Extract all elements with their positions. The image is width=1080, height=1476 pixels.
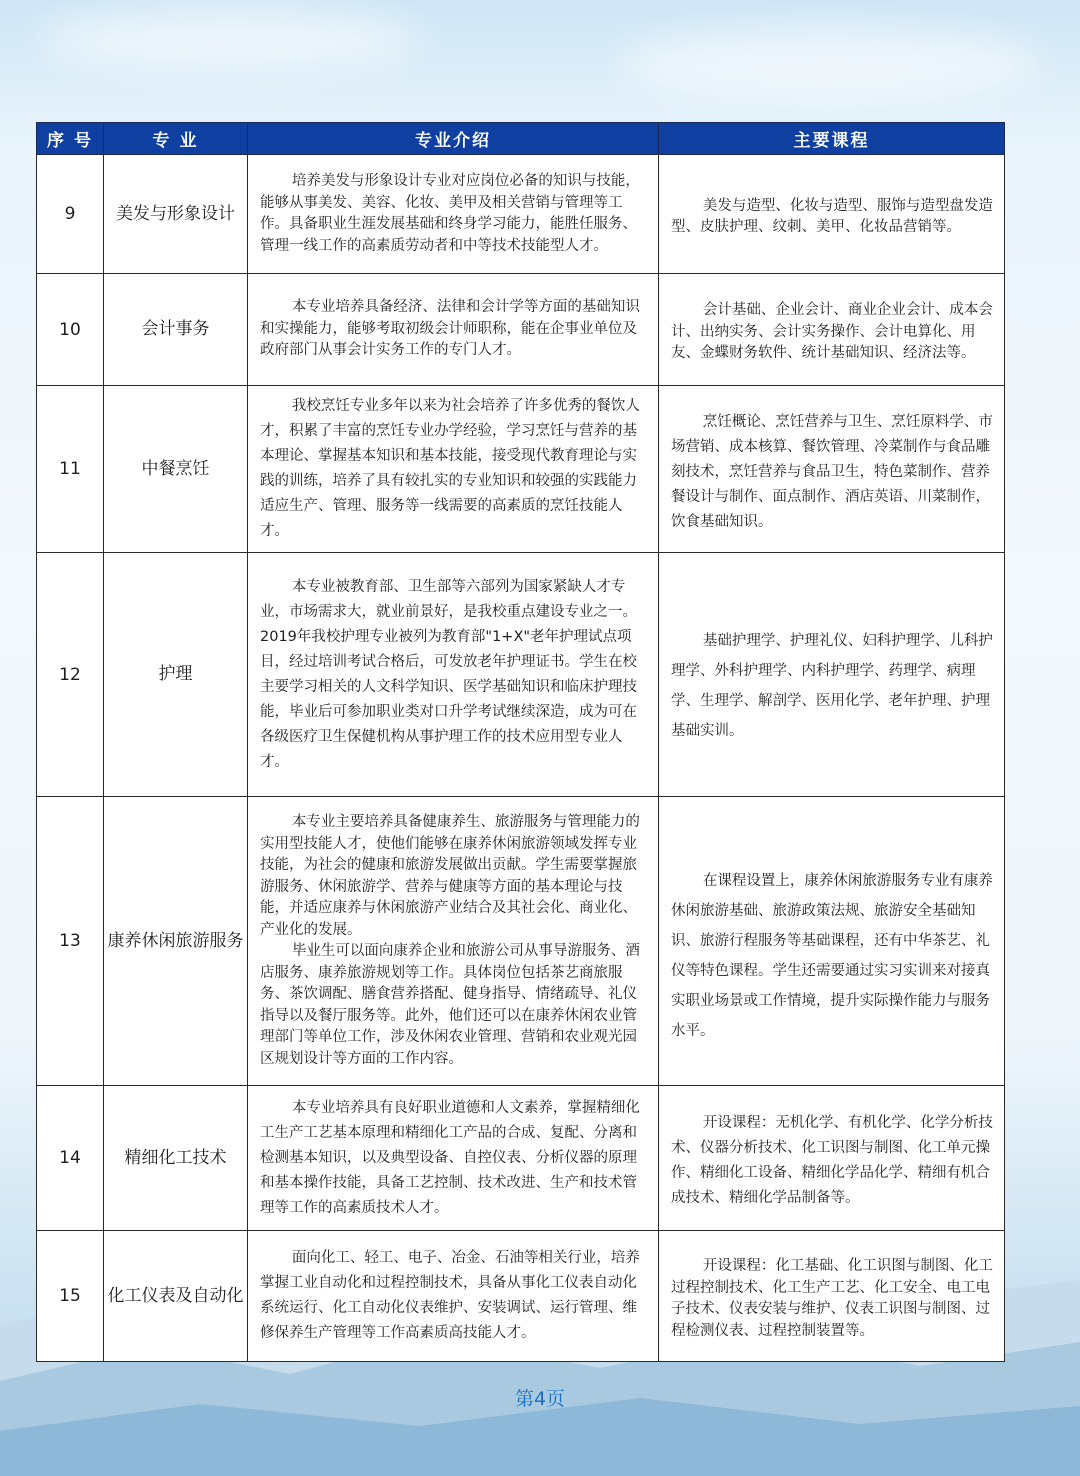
majors-table (36, 122, 1005, 1362)
header-index: 序 号 (37, 123, 104, 155)
row-number: 14 (37, 1086, 104, 1231)
main-courses (659, 1086, 1005, 1231)
row-number: 11 (37, 386, 104, 553)
table-row (37, 155, 1005, 274)
intro-paragraph: 本专业培养具备经济、法律和会计学等方面的基础知识和实操能力，能够考取初级会计师职称，能在企事业单位及政府部门从事会计实务工作的专门人才。 (260, 299, 640, 359)
courses-paragraph: 会计基础、企业会计、商业企业会计、成本会计、出纳实务、会计实务操作、会计电算化、用友、金蝶财务软件、统计基础知识、经济法等。 (671, 302, 993, 362)
major-name: 精细化工技术 (104, 1086, 248, 1231)
main-courses (659, 553, 1005, 797)
cloud-decoration (620, 30, 1040, 100)
major-introduction (248, 274, 659, 386)
intro-paragraph: 我校烹饪专业多年以来为社会培养了许多优秀的餐饮人才，积累了丰富的烹饪专业办学经验，学习烹饪与营养的基本理论、掌握基本知识和基本技能，接受现代教育理论与实践的训练，培养了具有较扎实的专业知识和较强的实践能力适应生产、管理、服务等一线需要的高素质的烹饪技能人才。 (260, 398, 640, 539)
table-row (37, 386, 1005, 553)
table-row (37, 797, 1005, 1086)
row-number: 15 (37, 1231, 104, 1362)
row-number: 9 (37, 155, 104, 274)
main-courses (659, 274, 1005, 386)
intro-paragraph: 本专业培养具有良好职业道德和人文素养，掌握精细化工生产工艺基本原理和精细化工产品的合成、复配、分离和检测基本知识，以及典型设备、自控仪表、分析仪器的原理和基本操作技能，具备工艺控制、技术改进、生产和技术管理等工作的高素质技术人才。 (260, 1099, 640, 1216)
courses-paragraph: 在课程设置上，康养休闲旅游服务专业有康养休闲旅游基础、旅游政策法规、旅游安全基础知识、旅游行程服务等基础课程，还有中华茶艺、礼仪等特色课程。学生还需要通过实习实训来对接真实职业场景或工作情境，提升实际操作能力与服务水平。 (671, 873, 993, 1039)
table-row (37, 553, 1005, 797)
table-row (37, 274, 1005, 386)
row-number: 12 (37, 553, 104, 797)
major-name: 护理 (104, 553, 248, 797)
major-name: 美发与形象设计 (104, 155, 248, 274)
major-introduction (248, 155, 659, 274)
table-row (37, 1086, 1005, 1231)
major-introduction (248, 797, 659, 1086)
courses-paragraph: 烹饪概论、烹饪营养与卫生、烹饪原料学、市场营销、成本核算、餐饮管理、冷菜制作与食品雕刻技术，烹饪营养与食品卫生，特色菜制作、营养餐设计与制作、面点制作、酒店英语、川菜制作，饮食基础知识。 (671, 413, 993, 530)
major-name: 康养休闲旅游服务 (104, 797, 248, 1086)
table-row (37, 1231, 1005, 1362)
major-introduction (248, 1086, 659, 1231)
courses-paragraph: 美发与造型、化妆与造型、服饰与造型盘发造型、皮肤护理、纹刺、美甲、化妆品营销等。 (671, 197, 993, 235)
table-header-row (37, 123, 1005, 155)
intro-paragraph: 本专业被教育部、卫生部等六部列为国家紧缺人才专业，市场需求大，就业前景好，是我校重点建设专业之一。2019年我校护理专业被列为教育部"1+X"老年护理试点项目，经过培训考试合格后，可发放老年护理证书。学生在校主要学习相关的人文科学知识、医学基础知识和临床护理技能，毕业后可参加职业类对口升学考试继续深造，成为可在各级医疗卫生保健机构从事护理工作的技术应用型专业人才。 (260, 578, 637, 770)
intro-paragraph: 本专业主要培养具备健康养生、旅游服务与管理能力的实用型技能人才，使他们能够在康养休闲旅游领域发挥专业技能，为社会的健康和旅游发展做出贡献。学生需要掌握旅游服务、休闲旅游学、营养与健康等方面的基本理论与技能，并适应康养与休闲旅游产业结合及其社会化、商业化、产业化的发展。 (260, 814, 640, 938)
courses-paragraph: 基础护理学、护理礼仪、妇科护理学、儿科护理学、外科护理学、内科护理学、药理学、病理学、生理学、解剖学、医用化学、老年护理、护理基础实训。 (671, 632, 993, 739)
header-main-courses: 主要课程 (659, 123, 1005, 155)
main-courses (659, 1231, 1005, 1362)
intro-paragraph: 面向化工、轻工、电子、冶金、石油等相关行业，培养掌握工业自动化和过程控制技术，具备从事化工仪表自动化系统运行、化工自动化仪表维护、安装调试、运行管理、维修保养生产管理等工作高素质高技能人才。 (260, 1250, 640, 1341)
major-introduction (248, 1231, 659, 1362)
row-number: 10 (37, 274, 104, 386)
header-introduction: 专业介绍 (248, 123, 659, 155)
major-name: 化工仪表及自动化 (104, 1231, 248, 1362)
header-major: 专 业 (104, 123, 248, 155)
main-courses (659, 155, 1005, 274)
cloud-decoration (40, 10, 420, 70)
main-courses (659, 797, 1005, 1086)
courses-paragraph: 开设课程：无机化学、有机化学、化学分析技术、仪器分析技术、化工识图与制图、化工单元操作、精细化工设备、精细化学品化学、精细有机合成技术、精细化学品制备等。 (671, 1115, 993, 1206)
major-introduction (248, 386, 659, 553)
row-number: 13 (37, 797, 104, 1086)
main-courses (659, 386, 1005, 553)
major-name: 会计事务 (104, 274, 248, 386)
page-number: 第4页 (514, 1388, 566, 1410)
major-introduction (248, 553, 659, 797)
courses-paragraph: 开设课程：化工基础、化工识图与制图、化工过程控制技术、化工生产工艺、化工安全、电工电子技术、仪表安装与维护、仪表工识图与制图、过程检测仪表、过程控制装置等。 (671, 1258, 993, 1339)
intro-paragraph: 培养美发与形象设计专业对应岗位必备的知识与技能，能够从事美发、美容、化妆、美甲及相关营销与管理等工作。具备职业生涯发展基础和终身学习能力，能胜任服务、管理一线工作的高素质劳动者和中等技术技能型人才。 (260, 173, 640, 254)
intro-paragraph: 毕业生可以面向康养企业和旅游公司从事导游服务、酒店服务、康养旅游规划等工作。具体岗位包括茶艺商旅服务、茶饮调配、膳食营养搭配、健身指导、情绪疏导、礼仪指导以及餐厅服务等。此外，他们还可以在康养休闲农业管理部门等单位工作，涉及休闲农业管理、营销和农业观光园区规划设计等方面的工作内容。 (260, 943, 640, 1067)
major-name: 中餐烹饪 (104, 386, 248, 553)
